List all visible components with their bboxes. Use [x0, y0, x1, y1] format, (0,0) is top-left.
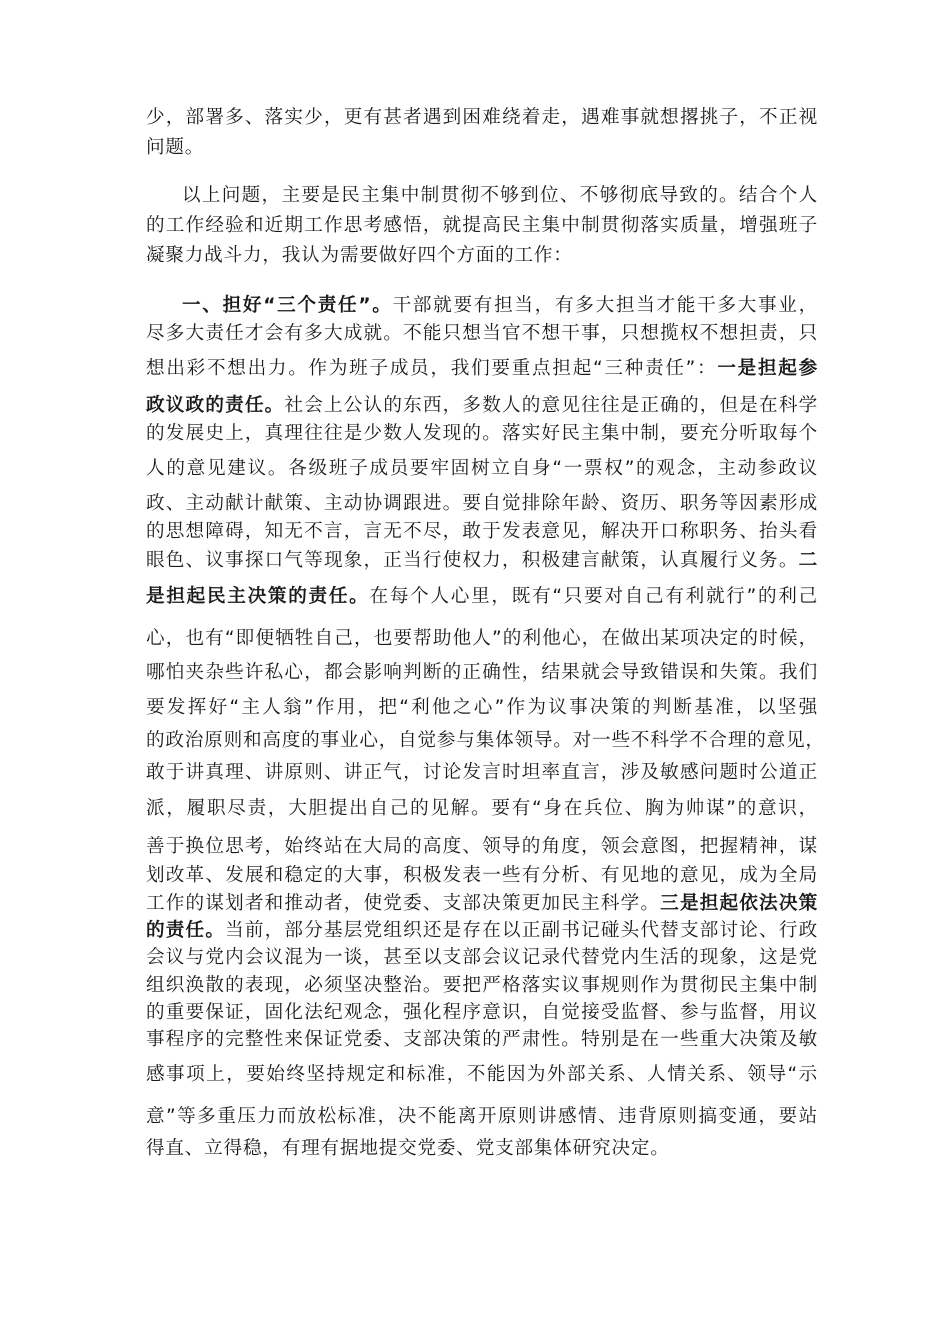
- body-text: 的工作经验和近期工作思考感悟，就提高民主集中制贯彻落实质量，增强班子: [146, 215, 818, 236]
- body-text: 哪怕夹杂些许私心，都会影响判断的正确性，结果就会导致错误和失策。我们: [146, 662, 818, 683]
- body-text: 派，履职尽责，大胆提出自己的见解。要有“身在兵位、胸为帅谋”的意识，: [146, 798, 818, 819]
- text-line: [146, 457, 818, 481]
- bold-heading-text: 三是担起依法决策: [660, 893, 818, 914]
- text-line: [146, 214, 818, 238]
- body-text: 社会上公认的东西，多数人的意见往往是正确的，但是在科学: [284, 395, 818, 416]
- text-line: [146, 892, 818, 916]
- body-text: 在每个人心里，既有“只要对自己有利就行”的利己: [369, 586, 818, 607]
- body-text: 想出彩不想出力。作为班子成员，我们要重点担起“三种责任”：: [146, 358, 718, 379]
- body-text: 意”等多重压力而放松标准，决不能离开原则讲感情、违背原则搞变通，要站: [146, 1106, 818, 1127]
- body-text: 事程序的完整性来保证党委、支部决策的严肃性。特别是在一些重大决策及敏: [146, 1029, 818, 1050]
- text-line: [146, 106, 818, 130]
- text-line: [146, 422, 818, 446]
- text-line: [146, 835, 818, 859]
- text-line: [146, 244, 818, 268]
- text-line: [146, 585, 818, 609]
- body-text: 组织涣散的表现，必须坚决整治。要把严格落实议事规则作为贯彻民主集中制: [146, 975, 818, 996]
- bold-heading-text: 政议政的责任。: [146, 395, 285, 416]
- text-line: [146, 864, 818, 888]
- body-text: 划改革、发展和稳定的大事，积极发表一些有分析、有见地的意见，成为全局: [146, 865, 818, 886]
- bold-heading-text: 二: [798, 550, 818, 571]
- body-text: 以上问题，主要是民主集中制贯彻不够到位、不够彻底导致的。结合个人: [182, 185, 818, 206]
- body-text: 尽多大责任才会有多大成就。不能只想当官不想干事，只想揽权不想担责，只: [146, 323, 818, 344]
- text-line: [146, 1001, 818, 1025]
- text-line: [146, 627, 818, 651]
- text-line: [146, 1137, 818, 1161]
- body-text: 凝聚力战斗力，我认为需要做好四个方面的工作：: [146, 245, 573, 266]
- body-text: 感事项上，要始终坚持规定和标准，不能因为外部关系、人情关系、领导“示: [146, 1064, 818, 1085]
- body-text: 少，部署多、落实少，更有甚者遇到困难绕着走，遇难事就想撂挑子，不正视: [146, 107, 818, 128]
- text-line: [146, 974, 818, 998]
- bold-heading-text: 的责任。: [146, 920, 226, 941]
- body-text: 人的意见建议。各级班子成员要牢固树立自身“一票权”的观念，主动参政议: [146, 458, 818, 479]
- text-line: [146, 919, 818, 943]
- text-line: [146, 729, 825, 753]
- text-line: [146, 797, 818, 821]
- body-text: 的思想障碍，知无不言，言无不尽，敢于发表意见，解决开口称职务、抬头看: [146, 521, 818, 542]
- text-line: [146, 1028, 818, 1052]
- body-text: 要发挥好“主人翁”作用，把“利他之心”作为议事决策的判断基准，以坚强: [146, 697, 818, 718]
- body-text: 政、主动献计献策、主动协调跟进。要自觉排除年龄、资历、职务等因素形成: [146, 493, 818, 514]
- bold-heading-text: 一、担好“三个责任”。: [182, 295, 393, 316]
- bold-heading-text: 是担起民主决策的责任。: [146, 586, 370, 607]
- body-text: 得直、立得稳，有理有据地提交党委、党支部集体研究决定。: [146, 1138, 670, 1159]
- text-line: [146, 357, 818, 381]
- body-text: 的政治原则和高度的事业心，自觉参与集体领导。对一些不科学不合理的意见，: [146, 730, 825, 751]
- text-line: [146, 1063, 818, 1087]
- body-text: 善于换位思考，始终站在大局的高度、领导的角度，领会意图，把握精神，谋: [146, 836, 818, 857]
- text-line: [146, 322, 818, 346]
- bold-heading-text: 一是担起参: [717, 358, 818, 379]
- text-line: [146, 1105, 818, 1129]
- text-line: [182, 184, 818, 208]
- text-line: [146, 394, 818, 418]
- text-line: [146, 696, 818, 720]
- body-text: 眼色、议事探口气等现象，正当行使权力，积极建言献策，认真履行义务。: [146, 550, 799, 571]
- body-text: 干部就要有担当，有多大担当才能干多大事业，: [392, 295, 818, 316]
- text-line: [146, 136, 818, 160]
- text-line: [146, 492, 818, 516]
- text-line: [146, 520, 818, 544]
- text-line: [146, 549, 818, 573]
- text-line: [146, 661, 818, 685]
- body-text: 心，也有“即便牺牲自己，也要帮助他人”的利他心，在做出某项决定的时候，: [146, 628, 818, 649]
- body-text: 的发展史上，真理往往是少数人发现的。落实好民主集中制，要充分听取每个: [146, 423, 818, 444]
- body-text: 当前，部分基层党组织还是存在以正副书记碰头代替支部讨论、行政: [225, 920, 818, 941]
- text-line: [146, 946, 818, 970]
- text-line: [146, 761, 818, 785]
- body-text: 工作的谋划者和推动者，使党委、支部决策更加民主科学。: [146, 893, 661, 914]
- body-text: 会议与党内会议混为一谈，甚至以支部会议记录代替党内生活的现象，这是党: [146, 947, 818, 968]
- body-text: 问题。: [146, 137, 205, 158]
- text-line: [182, 294, 818, 318]
- body-text: 的重要保证，固化法纪观念，强化程序意识，自觉接受监督、参与监督，用议: [146, 1002, 818, 1023]
- body-text: 敢于讲真理、讲原则、讲正气，讨论发言时坦率直言，涉及敏感问题时公道正: [146, 762, 818, 783]
